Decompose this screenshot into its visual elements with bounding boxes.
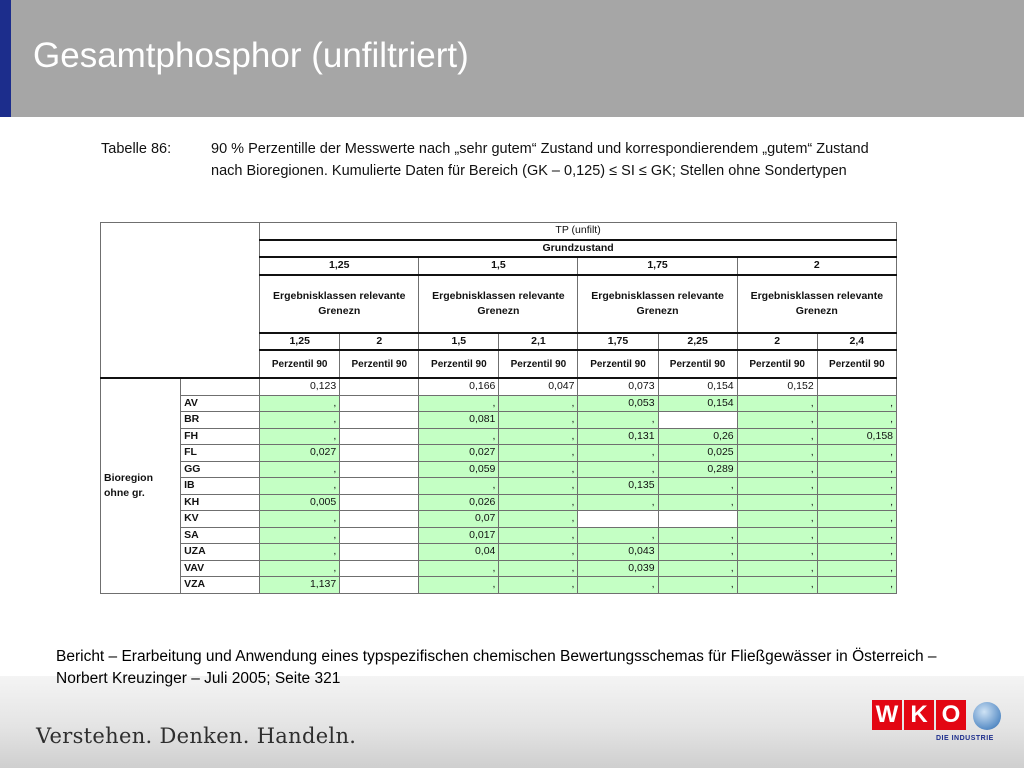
- value-cell: ,: [737, 511, 817, 528]
- value-cell: ,: [260, 412, 340, 429]
- classes-header: Ergebnisklassen relevante Grenezn: [737, 275, 896, 333]
- value-cell: [340, 577, 419, 594]
- value-cell: 0,043: [578, 544, 658, 561]
- value-cell: ,: [737, 560, 817, 577]
- value-cell: 0,26: [658, 428, 737, 445]
- region-code: IB: [181, 478, 260, 495]
- value-cell: [340, 461, 419, 478]
- logo-letter: O: [936, 700, 966, 730]
- value-cell: 0,07: [419, 511, 499, 528]
- value-cell: ,: [419, 478, 499, 495]
- total-cell: [340, 378, 419, 395]
- percentile-header: Perzentil 90: [260, 350, 340, 378]
- value-cell: ,: [817, 412, 896, 429]
- value-cell: [578, 511, 658, 528]
- value-cell: ,: [737, 544, 817, 561]
- value-cell: ,: [737, 428, 817, 445]
- value-cell: [340, 494, 419, 511]
- value-cell: ,: [737, 494, 817, 511]
- value-cell: 0,027: [260, 445, 340, 462]
- sub-limit-header: 2: [340, 333, 419, 351]
- value-cell: ,: [499, 494, 578, 511]
- value-cell: 0,005: [260, 494, 340, 511]
- total-cell: 0,166: [419, 378, 499, 395]
- value-cell: 0,039: [578, 560, 658, 577]
- header-tp: TP (unfilt): [260, 223, 897, 240]
- logo-letter: K: [904, 700, 934, 730]
- classes-header: Ergebnisklassen relevante Grenezn: [260, 275, 419, 333]
- value-cell: ,: [578, 577, 658, 594]
- value-cell: ,: [419, 428, 499, 445]
- value-cell: ,: [737, 527, 817, 544]
- value-cell: [340, 478, 419, 495]
- percentile-header: Perzentil 90: [499, 350, 578, 378]
- table-caption-text: 90 % Perzentille der Messwerte nach „sehr gutem“ Zustand und korrespondierendem „gutem“ Zustand nach Bioregionen. Kumulierte Daten für Bereich (GK – 0,125) ≤ SI ≤ GK; Stellen ohne Sondertypen: [211, 141, 869, 179]
- value-cell: ,: [817, 478, 896, 495]
- region-code: AV: [181, 395, 260, 412]
- value-cell: 0,027: [419, 445, 499, 462]
- value-cell: ,: [260, 511, 340, 528]
- percentile-header: Perzentil 90: [419, 350, 499, 378]
- region-code: FL: [181, 445, 260, 462]
- value-cell: ,: [499, 544, 578, 561]
- classes-header: Ergebnisklassen relevante Grenezn: [419, 275, 578, 333]
- value-cell: ,: [658, 478, 737, 495]
- total-cell: 0,154: [658, 378, 737, 395]
- value-cell: [340, 428, 419, 445]
- value-cell: 0,059: [419, 461, 499, 478]
- value-cell: [658, 511, 737, 528]
- value-cell: 0,026: [419, 494, 499, 511]
- value-cell: ,: [658, 577, 737, 594]
- value-cell: 0,158: [817, 428, 896, 445]
- value-cell: [340, 412, 419, 429]
- value-cell: ,: [658, 544, 737, 561]
- region-code: KV: [181, 511, 260, 528]
- value-cell: ,: [419, 395, 499, 412]
- value-cell: ,: [817, 511, 896, 528]
- reference-text: Bericht – Erarbeitung und Anwendung eines typspezifischen chemischen Bewertungsschemas für Fließgewässer in Österreich – Norbert Kreuzinger – Juli 2005; Seite 321: [56, 648, 937, 687]
- group-header: 1,75: [578, 257, 737, 275]
- logo-letter: W: [872, 700, 902, 730]
- globe-icon: [973, 702, 1001, 730]
- value-cell: 0,04: [419, 544, 499, 561]
- value-cell: 0,289: [658, 461, 737, 478]
- total-cell: 0,123: [260, 378, 340, 395]
- value-cell: ,: [737, 461, 817, 478]
- data-table: [100, 222, 897, 594]
- value-cell: ,: [817, 577, 896, 594]
- corner-cell: [101, 223, 260, 379]
- value-cell: ,: [658, 494, 737, 511]
- value-cell: ,: [817, 461, 896, 478]
- value-cell: ,: [419, 560, 499, 577]
- value-cell: [340, 527, 419, 544]
- wko-logo: [872, 700, 1002, 746]
- footer-tagline: Verstehen. Denken. Handeln.: [36, 724, 357, 748]
- bioregion-label: Bioregion ohne gr.: [101, 378, 181, 593]
- value-cell: 0,131: [578, 428, 658, 445]
- value-cell: ,: [817, 494, 896, 511]
- total-cell: 0,073: [578, 378, 658, 395]
- value-cell: ,: [578, 445, 658, 462]
- value-cell: [340, 544, 419, 561]
- value-cell: ,: [499, 445, 578, 462]
- region-code: VZA: [181, 577, 260, 594]
- title-bar: [0, 0, 1024, 117]
- value-cell: ,: [499, 461, 578, 478]
- value-cell: ,: [578, 412, 658, 429]
- value-cell: [340, 511, 419, 528]
- value-cell: ,: [578, 527, 658, 544]
- sub-limit-header: 2,1: [499, 333, 578, 351]
- region-row: [101, 412, 897, 429]
- value-cell: ,: [817, 395, 896, 412]
- value-cell: [340, 445, 419, 462]
- logo-subtitle: DIE INDUSTRIE: [936, 735, 994, 742]
- value-cell: ,: [578, 461, 658, 478]
- group-header: 2: [737, 257, 896, 275]
- value-cell: 0,053: [578, 395, 658, 412]
- title-accent-bar: [0, 0, 11, 117]
- value-cell: ,: [817, 560, 896, 577]
- slide-title: Gesamtphosphor (unfiltriert): [33, 36, 469, 75]
- region-row: [101, 461, 897, 478]
- value-cell: ,: [499, 395, 578, 412]
- region-code: UZA: [181, 544, 260, 561]
- value-cell: ,: [817, 527, 896, 544]
- value-cell: ,: [260, 544, 340, 561]
- region-code: BR: [181, 412, 260, 429]
- value-cell: 0,081: [419, 412, 499, 429]
- value-cell: ,: [260, 395, 340, 412]
- region-row: [101, 560, 897, 577]
- value-cell: ,: [499, 478, 578, 495]
- data-table-body: [101, 223, 897, 594]
- value-cell: [340, 395, 419, 412]
- group-header: 1,25: [260, 257, 419, 275]
- value-cell: [340, 560, 419, 577]
- value-cell: ,: [499, 560, 578, 577]
- value-cell: ,: [499, 412, 578, 429]
- value-cell: ,: [817, 445, 896, 462]
- sub-limit-header: 1,75: [578, 333, 658, 351]
- region-row: [101, 395, 897, 412]
- value-cell: ,: [737, 478, 817, 495]
- value-cell: ,: [499, 428, 578, 445]
- total-cell: [817, 378, 896, 395]
- value-cell: ,: [499, 577, 578, 594]
- value-cell: ,: [737, 395, 817, 412]
- value-cell: ,: [499, 511, 578, 528]
- value-cell: ,: [419, 577, 499, 594]
- total-row: [101, 378, 897, 395]
- percentile-header: Perzentil 90: [658, 350, 737, 378]
- sub-limit-header: 1,25: [260, 333, 340, 351]
- region-row: [101, 544, 897, 561]
- value-cell: ,: [260, 428, 340, 445]
- region-row: [101, 494, 897, 511]
- value-cell: ,: [737, 445, 817, 462]
- header-row-top: [101, 223, 897, 240]
- sub-limit-header: 2: [737, 333, 817, 351]
- region-row: [101, 577, 897, 594]
- region-code: VAV: [181, 560, 260, 577]
- value-cell: ,: [260, 478, 340, 495]
- group-header: 1,5: [419, 257, 578, 275]
- percentile-header: Perzentil 90: [817, 350, 896, 378]
- total-cell: 0,047: [499, 378, 578, 395]
- percentile-header: Perzentil 90: [578, 350, 658, 378]
- header-grundzustand: Grundzustand: [260, 240, 897, 258]
- value-cell: 0,025: [658, 445, 737, 462]
- value-cell: 0,017: [419, 527, 499, 544]
- value-cell: ,: [260, 527, 340, 544]
- value-cell: ,: [260, 560, 340, 577]
- value-cell: [658, 412, 737, 429]
- total-cell: 0,152: [737, 378, 817, 395]
- value-cell: ,: [737, 577, 817, 594]
- region-code-cell: [181, 378, 260, 395]
- region-code: KH: [181, 494, 260, 511]
- value-cell: ,: [737, 412, 817, 429]
- value-cell: 0,135: [578, 478, 658, 495]
- sub-limit-header: 1,5: [419, 333, 499, 351]
- region-row: [101, 527, 897, 544]
- value-cell: ,: [658, 527, 737, 544]
- value-cell: ,: [260, 461, 340, 478]
- region-code: GG: [181, 461, 260, 478]
- value-cell: ,: [578, 494, 658, 511]
- region-code: FH: [181, 428, 260, 445]
- sub-limit-header: 2,25: [658, 333, 737, 351]
- percentile-header: Perzentil 90: [737, 350, 817, 378]
- value-cell: 1,137: [260, 577, 340, 594]
- percentile-header: Perzentil 90: [340, 350, 419, 378]
- classes-header: Ergebnisklassen relevante Grenezn: [578, 275, 737, 333]
- value-cell: ,: [499, 527, 578, 544]
- value-cell: 0,154: [658, 395, 737, 412]
- value-cell: ,: [658, 560, 737, 577]
- table-caption-label: Tabelle 86:: [101, 141, 172, 157]
- value-cell: ,: [817, 544, 896, 561]
- region-row: [101, 428, 897, 445]
- region-code: SA: [181, 527, 260, 544]
- sub-limit-header: 2,4: [817, 333, 896, 351]
- region-row: [101, 478, 897, 495]
- region-row: [101, 511, 897, 528]
- region-row: [101, 445, 897, 462]
